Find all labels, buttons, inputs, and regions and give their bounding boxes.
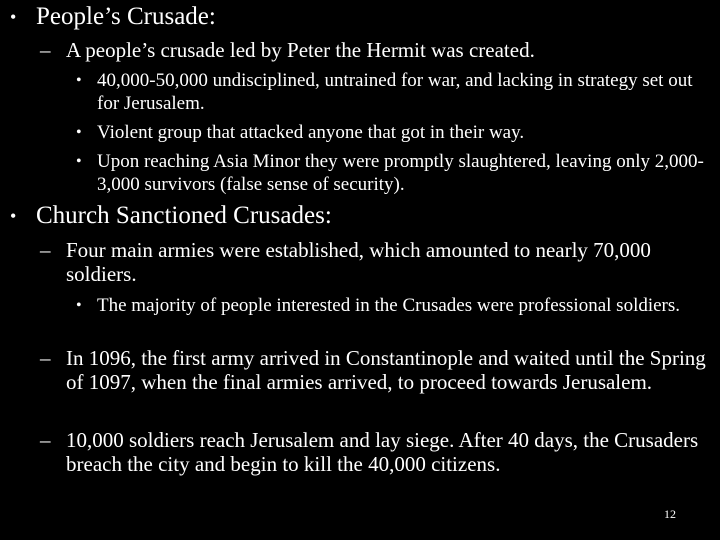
bullet-dash-icon: – <box>40 238 51 262</box>
sub-bullet-peter-the-hermit <box>40 38 712 62</box>
sub-bullet-four-armies <box>40 238 720 286</box>
heading-church-sanctioned-crusades: Church Sanctioned Crusades: <box>36 202 332 229</box>
text-siege-of-jerusalem: 10,000 soldiers reach Jerusalem and lay siege. After 40 days, the Crusaders breach the city and begin to kill the 40,000 citizens. <box>66 428 699 476</box>
sub-bullet-constantinople <box>40 346 712 394</box>
bullet-dash-icon: – <box>40 346 51 370</box>
page-number: 12 <box>664 507 676 521</box>
detail-bullet-professional-soldiers <box>76 294 712 317</box>
text-four-armies: Four main armies were established, which amounted to nearly 70,000 soldiers. <box>66 238 651 286</box>
text-peter-the-hermit: A people’s crusade led by Peter the Hermit was created. <box>66 38 535 62</box>
text-violent-group: Violent group that attacked anyone that got in their way. <box>97 122 525 143</box>
detail-bullet-asia-minor <box>76 150 712 196</box>
bullet-dot-icon: • <box>10 7 17 27</box>
sub-bullet-siege-of-jerusalem <box>40 428 720 476</box>
bullet-church-sanctioned-crusades <box>10 201 710 231</box>
bullet-dot-icon: • <box>76 72 82 89</box>
text-professional-soldiers: The majority of people interested in the Crusades were professional soldiers. <box>97 295 681 316</box>
bullet-peoples-crusade <box>10 2 710 32</box>
text-asia-minor: Upon reaching Asia Minor they were promptly slaughtered, leaving only 2,000-3,000 survivors (false sense of security). <box>97 151 704 195</box>
text-undisciplined: 40,000-50,000 undisciplined, untrained for war, and lacking in strategy set out for Jerusalem. <box>97 70 693 114</box>
bullet-dot-icon: • <box>76 297 82 314</box>
bullet-dash-icon: – <box>40 428 51 452</box>
bullet-dash-icon: – <box>40 38 51 62</box>
heading-peoples-crusade: People’s Crusade: <box>36 3 216 30</box>
detail-bullet-violent-group <box>76 121 712 144</box>
bullet-dot-icon: • <box>76 153 82 170</box>
bullet-dot-icon: • <box>76 124 82 141</box>
detail-bullet-undisciplined <box>76 69 712 115</box>
text-constantinople: In 1096, the first army arrived in Constantinople and waited until the Spring of 1097, when the final armies arrived, to proceed towards Jerusalem. <box>66 346 706 394</box>
bullet-dot-icon: • <box>10 206 17 226</box>
